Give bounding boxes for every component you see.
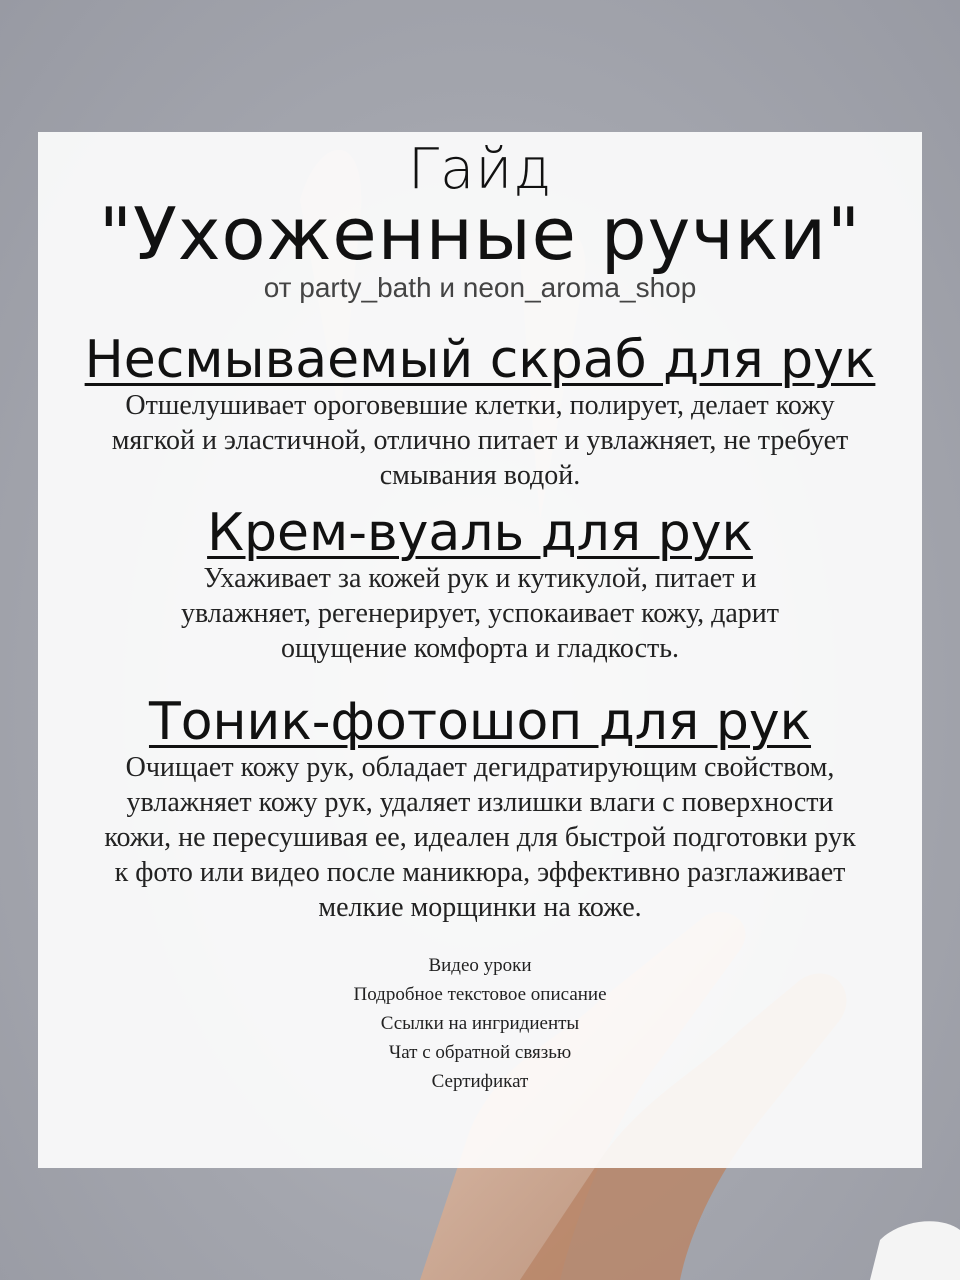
features-list — [38, 951, 922, 1096]
feature-item: Видео уроки — [428, 955, 532, 976]
guide-content — [38, 132, 922, 1168]
section-description: Очищает кожу рук, обладает дегидратирующим свойством, увлажняет кожу рук, удаляет излишки влаги с поверхности кожи, не пересушивая ее, идеален для быстрой подготовки рук к фото или видео после маникюра, эффективно разглаживает мелкие морщинки на коже. — [104, 752, 856, 923]
section-title: Тоник-фотошоп для рук — [148, 692, 812, 752]
guide-label: Гайд — [407, 137, 553, 202]
section-scrub — [38, 332, 922, 493]
guide-title: "Ухоженные ручки" — [98, 192, 862, 276]
section-description: Отшелушивает ороговевшие клетки, полирует, делает кожу мягкой и эластичной, отлично питает и увлажняет, не требует смывания водой. — [111, 390, 849, 491]
feature-item: Подробное текстовое описание — [353, 984, 607, 1005]
feature-item: Ссылки на ингридиенты — [380, 1013, 580, 1034]
section-title: Несмываемый скраб для рук — [84, 330, 876, 390]
guide-subtitle: от party_bath и neon_aroma_shop — [263, 272, 697, 303]
section-tonic — [38, 694, 922, 925]
feature-item: Сертификат — [431, 1071, 529, 1092]
section-description: Ухаживает за кожей рук и кутикулой, питает и увлажняет, регенерирует, успокаивает кожу, дарит ощущение комфорта и гладкость. — [180, 563, 780, 664]
feature-item: Чат с обратной связью — [388, 1042, 572, 1063]
section-title: Крем-вуаль для рук — [207, 503, 753, 563]
section-cream — [38, 505, 922, 666]
